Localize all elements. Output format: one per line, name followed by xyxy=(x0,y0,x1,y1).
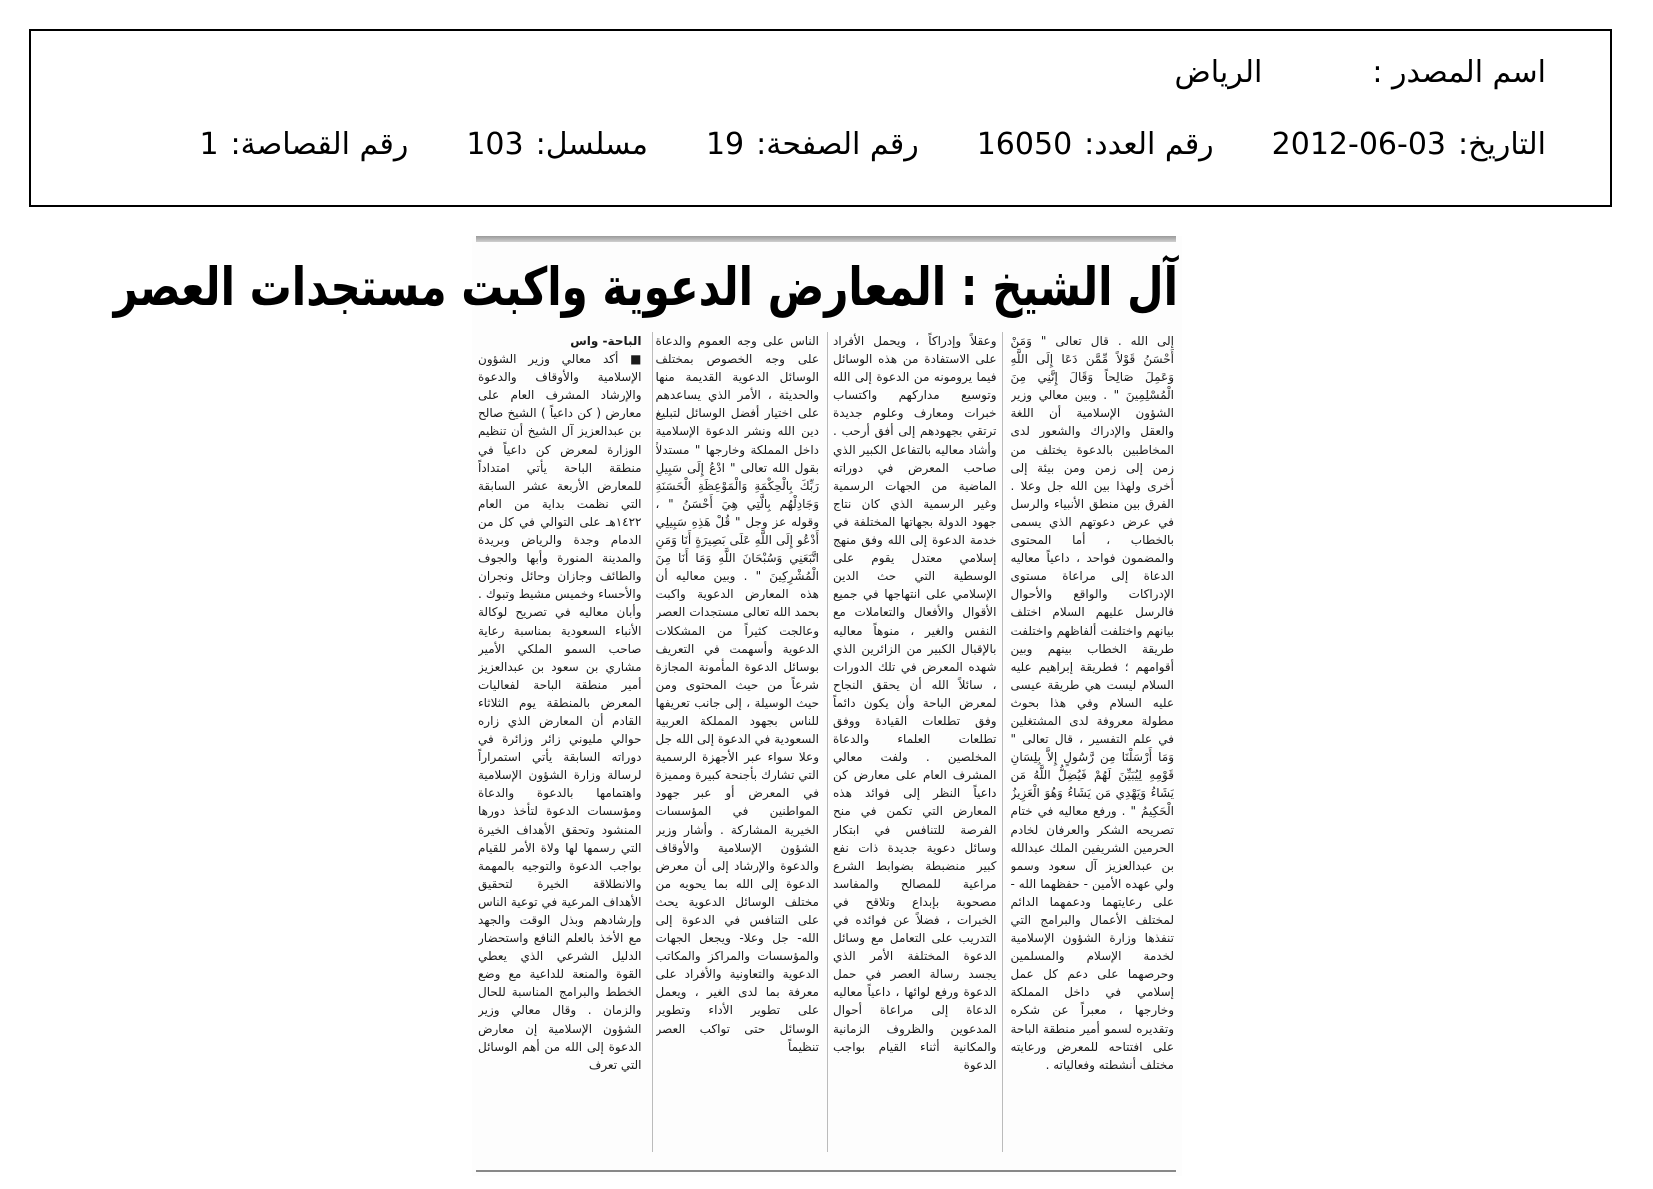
serial-field xyxy=(466,127,648,162)
article-column-2 xyxy=(656,332,820,1158)
clip-number-value: 1 xyxy=(199,127,219,162)
date-label: التاريخ: xyxy=(1458,127,1546,162)
date-value: 2012-06-03 xyxy=(1271,127,1447,162)
column-text: إلى الله . قال تعالى " وَمَنْ أَحْسَنُ قَوْلاً مِّمَّن دَعَا إِلَى اللَّهِ وَعَمِلَ صَالِحاً وَقَالَ إِنَّنِي مِنَ الْمُسْلِمِينَ " . وبين معالي وزير الشؤون الإسلامية أن اللغة والعقل والإدراك والشعور لدى المخاطبين بالدعوة يختلف من زمن إلى زمن ومن بيئة إلى أخرى ولهذا بين الله جل وعلا . الفرق بين منطق الأنبياء والرسل في عرض دعوتهم الذي يسمى بالخطاب ، أما المحتوى والمضمون فواحد ، داعياً معاليه الدعاة إلى مراعاة مستوى الإدراكات والواقع والأحوال فالرسل عليهم السلام اختلف بيانهم واختلفت ألفاظهم واختلفت طريقة الخطاب بينهم وبين أقوامهم ؛ فطريقة إبراهيم عليه السلام ليست هي طريقة عيسى عليه السلام وفي هذا بحوث مطولة معروفة لدى المشتغلين في علم التفسير ، قال تعالى " وَمَا أَرْسَلْنَا مِن رَّسُولٍ إِلاَّ بِلِسَانِ قَوْمِهِ لِيُبَيِّنَ لَهُمْ فَيُضِلُّ اللَّهُ مَن يَشَاءُ وَيَهْدِي مَن يَشَاءُ وَهُوَ الْعَزِيزُ الْحَكِيمُ " . ورفع معاليه في ختام تصريحه الشكر والعرفان لخادم الحرمين الشريفين الملك عبدالله بن عبدالعزيز آل سعود وسمو ولي عهده الأمين - حفظهما الله - على رعايتهما ودعمهما الدائم لمختلف الأعمال والبرامج التي تنفذها وزارة الشؤون الإسلامية لخدمة الإسلام والمسلمين وحرصهما على دعم كل عمل إسلامي في داخل المملكة وخارجها ، معبراً عن شكره وتقديره لسمو أمير منطقة الباحة على افتتاحه للمعرض ورعايته مختلف أنشطته وفعالياته . xyxy=(1010,334,1174,1072)
column-text: وعقلاً وإدراكاً ، ويحمل الأفراد على الاستفادة من هذه الوسائل فيما يرومونه من الدعوة إلى الله وتوسيع مداركهم واكتساب خبرات ومعارف وعلوم جديدة ترتقي بجهودهم إلى أفق أرحب . وأشاد معاليه بالتفاعل الكبير الذي صاحب المعرض في دوراته الماضية من الجهات الرسمية وغير الرسمية الذي كان نتاج جهود الدولة بجهاتها المختلفة في خدمة الدعوة إلى الله وفق منهج إسلامي معتدل يقوم على الوسطية التي حث الدين الإسلامي على انتهاجها في جميع الأقوال والأفعال والتعاملات مع النفس والغير ، منوهاً معاليه بالإقبال الكبير من الزائرين الذي شهده المعرض في تلك الدورات ، سائلاً الله أن يحقق النجاح لمعرض الباحة وأن يكون دائماً وفق تطلعات القيادة ووفق تطلعات العلماء والدعاة المخلصين . ولفت معالي المشرف العام على معارض كن داعياً النظر إلى فوائد هذه المعارض التي تكمن في منح الفرصة للتنافس في ابتكار وسائل دعوية جديدة ذات نفع كبير منضبطة بضوابط الشرع مراعية للمصالح والمفاسد مصحوبة بإبداع وتلاقح في الخبرات ، فضلاً عن فوائده في التدريب على التعامل مع وسائل الدعوة المختلفة الأمر الذي يجسد رسالة العصر في حمل الدعوة ورفع لوائها ، داعياً معاليه الدعاة إلى مراعاة أحوال المدعوين والظروف الزمانية والمكانية أثناء القيام بواجب الدعوة xyxy=(833,334,997,1072)
clipping-bottom-rule xyxy=(476,1170,1176,1172)
date-field xyxy=(1272,127,1546,162)
issue-field xyxy=(977,127,1214,162)
article-headline: آل الشيخ : المعارض الدعوية واكبت مستجدات العصر xyxy=(113,256,1178,318)
article-body xyxy=(478,332,1174,1158)
newspaper-clipping xyxy=(113,236,1182,1176)
serial-value: 103 xyxy=(466,127,524,162)
article-byline: الباحة- واس xyxy=(570,334,642,348)
issue-label: رقم العدد: xyxy=(1084,127,1214,162)
metadata-box xyxy=(29,29,1612,207)
issue-value: 16050 xyxy=(976,127,1073,162)
article-column-1 xyxy=(478,332,642,1158)
article-column-3 xyxy=(833,332,997,1158)
page-field xyxy=(706,127,919,162)
serial-label: مسلسل: xyxy=(535,127,648,162)
page-value: 19 xyxy=(705,127,745,162)
source-field xyxy=(1175,55,1546,90)
column-text: ■ أكد معالي وزير الشؤون الإسلامية والأوقاف والدعوة والإرشاد المشرف العام على معارض ( كن داعياً ) الشيخ صالح بن عبدالعزيز آل الشيخ أن تنظيم الوزارة لمعرض كن داعياً في منطقة الباحة يأتي امتداداً للمعارض الأربعة عشر السابقة التي نظمت بداية من العام ١٤٢٢هـ على التوالي في كل من الدمام وجدة والرياض وبريدة والمدينة المنورة وأبها والجوف والطائف وجازان وحائل ونجران والأحساء وخميس مشيط وتبوك . وأبان معاليه في تصريح لوكالة الأنباء السعودية بمناسبة رعاية صاحب السمو الملكي الأمير مشاري بن سعود بن عبدالعزيز أمير منطقة الباحة لفعاليات المعرض بالمنطقة يوم الثلاثاء القادم أن المعارض الذي زاره حوالي مليوني زائر وزائرة في دوراته السابقة يأتي استمراراً لرسالة وزارة الشؤون الإسلامية واهتمامها بالدعوة والدعاة ومؤسسات الدعوة لتأخذ دورها المنشود وتحقق الأهداف الخيرة التي رسمها لها ولاة الأمر للقيام بواجب الدعوة والتوجيه بالمهمة والانطلاقة الخيرة لتحقيق الأهداف المرعية في توعية الناس وإرشادهم وبذل الوقت والجهد مع الأخذ بالعلم النافع واستحضار الدليل الشرعي الذي يعطي القوة والمنعة للداعية مع وضع الخطط والبرامج المناسبة للحال والزمان . وقال معالي وزير الشؤون الإسلامية إن معارض الدعوة إلى الله من أهم الوسائل التي تعرف xyxy=(478,352,642,1072)
clipping-top-rule xyxy=(476,236,1176,242)
source-label: اسم المصدر : xyxy=(1372,55,1546,90)
source-value: الرياض xyxy=(1174,55,1263,90)
source-row xyxy=(1175,55,1546,90)
page-label: رقم الصفحة: xyxy=(756,127,919,162)
column-text: الناس على وجه العموم والدعاة على وجه الخصوص بمختلف الوسائل الدعوية القديمة منها والحديثة ، الأمر الذي يساعدهم على اختيار أفضل الوسائل لتبليغ دين الله ونشر الدعوة الإسلامية داخل المملكة وخارجها " مستدلاً بقول الله تعالى " ادْعُ إِلَى سَبِيلِ رَبِّكَ بِالْحِكْمَةِ وَالْمَوْعِظَةِ الْحَسَنَةِ وَجَادِلْهُم بِالَّتِي هِيَ أَحْسَنُ " ، وقوله عز وجل " قُلْ هَذِهِ سَبِيلِي أَدْعُو إِلَى اللَّهِ عَلَى بَصِيرَةٍ أَنَا وَمَنِ اتَّبَعَنِي وَسُبْحَانَ اللَّهِ وَمَا أَنَا مِنَ الْمُشْرِكِينَ " . وبين معاليه أن هذه المعارض الدعوية واكبت بحمد الله تعالى مستجدات العصر وعالجت كثيراً من المشكلات الدعوية وأسهمت في التعريف بوسائل الدعوة المأمونة المجازة شرعاً من حيث المحتوى ومن حيث الوسيلة ، إلى جانب تعريفها للناس بجهود المملكة العربية السعودية في الدعوة إلى الله جل وعلا سواء عبر الأجهزة الرسمية التي تشارك بأجنحة كبيرة ومميزة في المعرض أو عبر جهود المواطنين في المؤسسات الخيرية المشاركة . وأشار وزير الشؤون الإسلامية والأوقاف والدعوة والإرشاد إلى أن معرض الدعوة إلى الله بما يحويه من مختلف الوسائل الدعوية يحث على التنافس في الدعوة إلى الله- جل وعلا- ويجعل الجهات والمؤسسات والمراكز والمكاتب الدعوية والتعاونية والأفراد على معرفة بما لدى الغير ، ويعمل على تطوير الأداء وتطوير الوسائل حتى تواكب العصر تنظيماً xyxy=(655,334,819,1054)
clip-number-label: رقم القصاصة: xyxy=(230,127,409,162)
details-row xyxy=(141,127,1546,162)
article-column-4 xyxy=(1011,332,1175,1158)
clip-number-field xyxy=(199,127,408,162)
